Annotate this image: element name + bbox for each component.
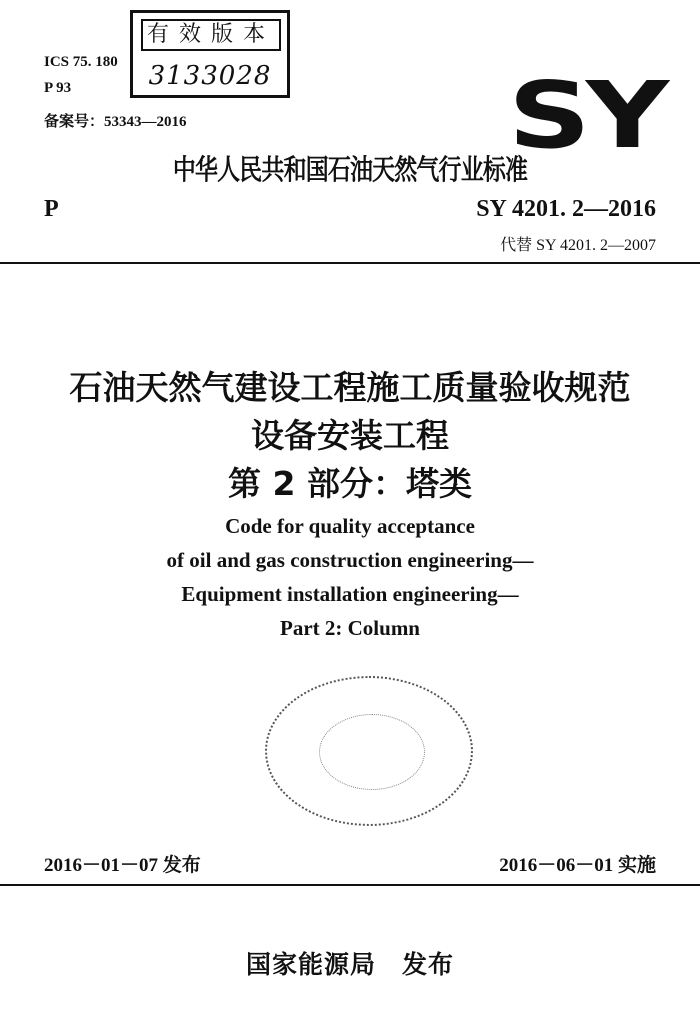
replaces-standard: 代替 SY 4201. 2—2007 [500, 237, 656, 254]
faded-seal [265, 676, 473, 826]
title-en-line3: Equipment installation engineering— [181, 582, 519, 606]
standard-category: 中华人民共和国石油天然气行业标准 [172, 153, 528, 186]
sy-logo: SY [508, 62, 665, 169]
validity-stamp [130, 10, 290, 98]
implementation-date: 2016－06－01 实施 [499, 855, 656, 876]
title-cn-line1: 石油天然气建设工程施工质量验收规范 [69, 368, 631, 407]
standard-number: SY 4201. 2—2016 [476, 196, 656, 222]
p-letter: P [44, 196, 59, 222]
issue-date: 2016－01－07 发布 [44, 855, 201, 876]
ics-code: ICS 75. 180 [44, 54, 118, 70]
classification-code: P 93 [44, 80, 72, 96]
title-cn-line2: 设备安装工程 [251, 416, 449, 455]
publisher: 国家能源局 发布 [245, 950, 454, 979]
title-cn-line3: 第 2 部分：塔类 [228, 464, 472, 503]
title-en-line2: of oil and gas construction engineering— [166, 548, 534, 572]
header-divider [0, 262, 700, 264]
stamp-label: 有效版本 [141, 19, 281, 51]
title-en-line4: Part 2: Column [280, 616, 420, 640]
filing-number: 备案号：53343—2016 [44, 114, 187, 130]
title-en-line1: Code for quality acceptance [225, 514, 475, 538]
seal-inner-ring [319, 714, 425, 790]
footer-divider [0, 884, 700, 886]
stamp-handwritten-number: 3133028 [148, 61, 272, 91]
